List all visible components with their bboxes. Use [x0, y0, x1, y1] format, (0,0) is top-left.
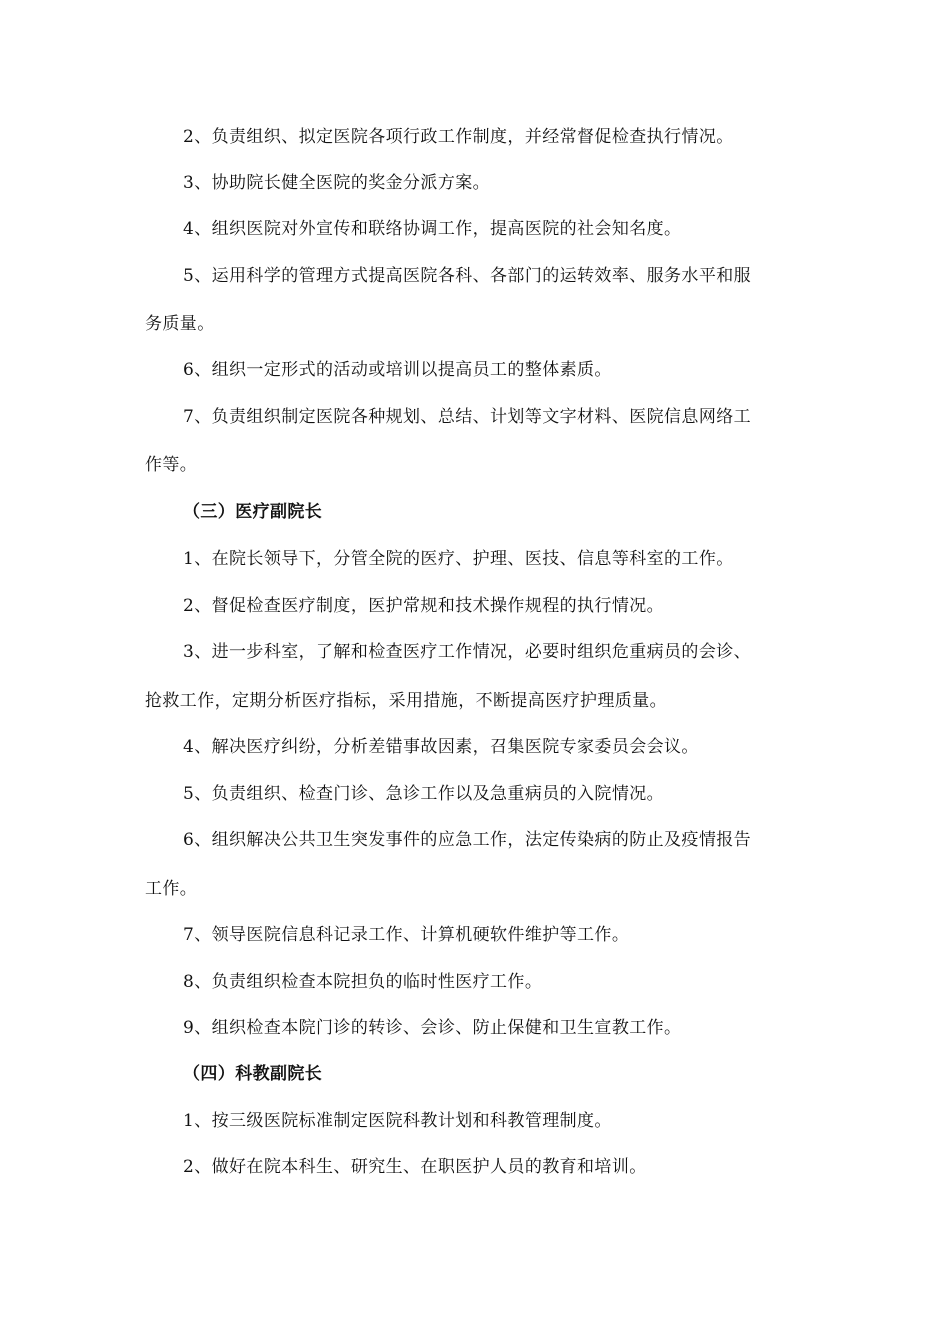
paragraph-line: 2、督促检查医疗制度，医护常规和技术操作规程的执行情况。	[183, 596, 665, 616]
paragraph-line: 1、按三级医院标准制定医院科教计划和科教管理制度。	[183, 1111, 612, 1131]
paragraph-line: 8、负责组织检查本院担负的临时性医疗工作。	[183, 972, 543, 992]
paragraph-line: 2、负责组织、拟定医院各项行政工作制度，并经常督促检查执行情况。	[183, 127, 734, 147]
paragraph-line: 3、协助院长健全医院的奖金分派方案。	[183, 173, 491, 193]
paragraph-line: 3、进一步科室，了解和检查医疗工作情况，必要时组织危重病员的会诊、	[183, 642, 752, 662]
section-heading: （三）医疗副院长	[183, 502, 323, 522]
paragraph-line: 4、组织医院对外宣传和联络协调工作，提高医院的社会知名度。	[183, 219, 682, 239]
paragraph-line: 5、负责组织、检查门诊、急诊工作以及急重病员的入院情况。	[183, 784, 665, 804]
paragraph-line: 7、领导医院信息科记录工作、计算机硬软件维护等工作。	[183, 925, 630, 945]
paragraph-line-continued: 作等。	[145, 455, 198, 475]
section-heading: （四）科教副院长	[183, 1064, 323, 1084]
paragraph-line: 2、做好在院本科生、研究生、在职医护人员的教育和培训。	[183, 1157, 647, 1177]
paragraph-line-continued: 抢救工作，定期分析医疗指标，采用措施，不断提高医疗护理质量。	[145, 691, 667, 711]
paragraph-line: 1、在院长领导下，分管全院的医疗、护理、医技、信息等科室的工作。	[183, 549, 734, 569]
paragraph-line: 6、组织一定形式的活动或培训以提高员工的整体素质。	[183, 360, 612, 380]
paragraph-line: 4、解决医疗纠纷，分析差错事故因素，召集医院专家委员会会议。	[183, 737, 699, 757]
paragraph-line: 5、运用科学的管理方式提高医院各科、各部门的运转效率、服务水平和服	[183, 266, 752, 286]
paragraph-line-continued: 务质量。	[145, 314, 215, 334]
paragraph-line: 6、组织解决公共卫生突发事件的应急工作，法定传染病的防止及疫情报告	[183, 830, 752, 850]
paragraph-line: 7、负责组织制定医院各种规划、总结、计划等文字材料、医院信息网络工	[183, 407, 752, 427]
paragraph-line-continued: 工作。	[145, 879, 198, 899]
paragraph-line: 9、组织检查本院门诊的转诊、会诊、防止保健和卫生宣教工作。	[183, 1018, 682, 1038]
